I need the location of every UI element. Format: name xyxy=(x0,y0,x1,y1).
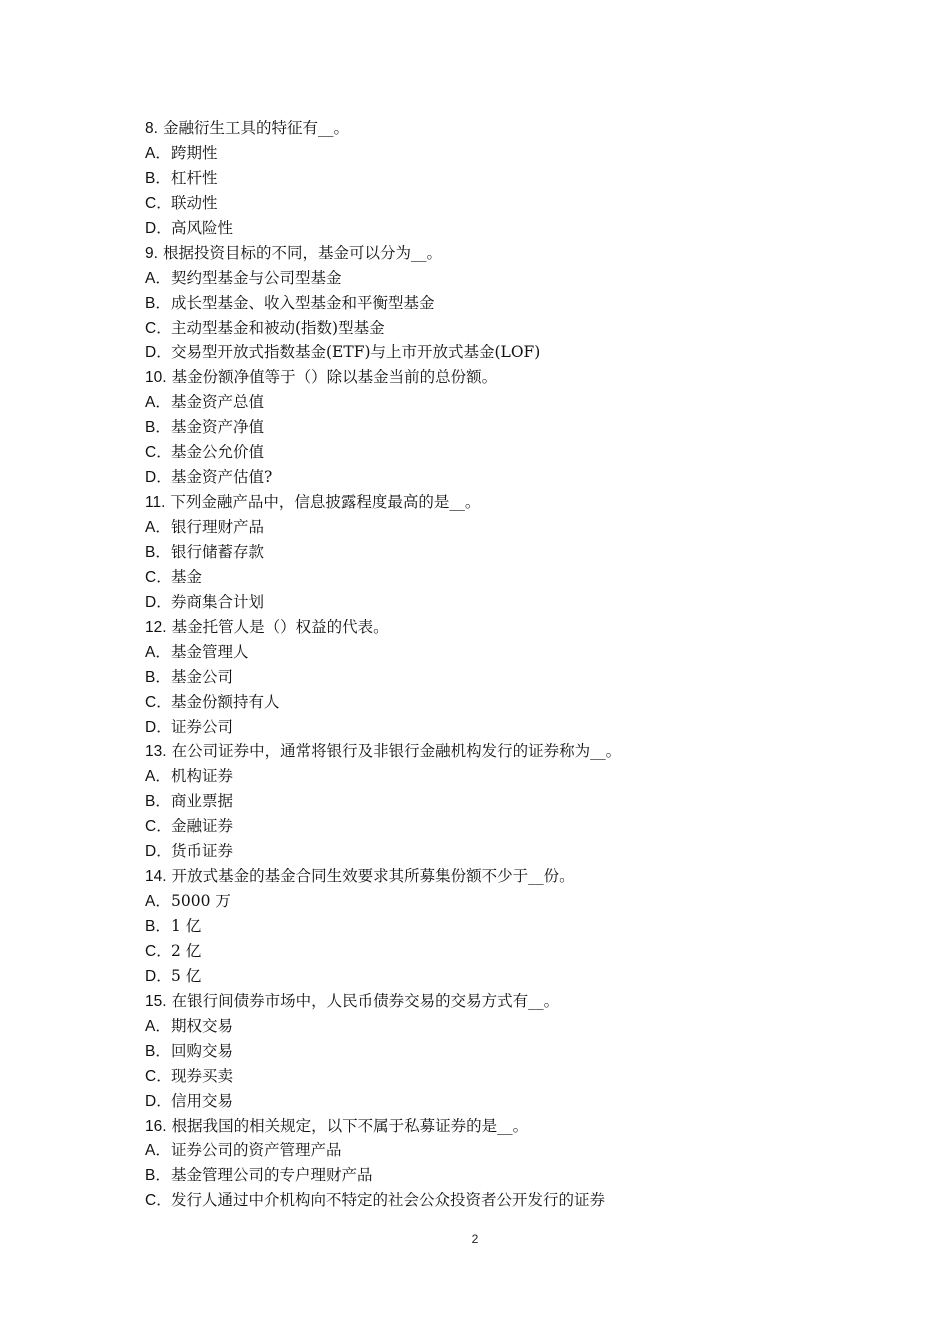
option-label: C． xyxy=(145,568,172,586)
option-label: B． xyxy=(145,918,171,935)
option-line xyxy=(145,191,845,216)
option-label: D． xyxy=(145,843,172,861)
option-line xyxy=(145,914,845,939)
option-text: 基金份额持有人 xyxy=(171,692,280,711)
option-text: 现券买卖 xyxy=(171,1066,234,1085)
option-line xyxy=(145,465,845,490)
question-line xyxy=(145,241,845,266)
option-text: 1 亿 xyxy=(171,917,202,935)
option-text: 成长型基金、收入型基金和平衡型基金 xyxy=(171,293,435,312)
option-text: 基金 xyxy=(171,567,203,586)
option-label: B． xyxy=(145,668,171,686)
option-label: A． xyxy=(145,893,171,911)
question-number: 14. xyxy=(145,868,167,886)
option-text: 主动型基金和被动(指数)型基金 xyxy=(171,318,385,337)
option-line xyxy=(145,1039,845,1064)
option-label: C． xyxy=(145,818,172,836)
question-number: 12. xyxy=(145,618,167,636)
option-text: 银行储蓄存款 xyxy=(171,542,265,561)
option-line xyxy=(145,266,845,291)
option-line xyxy=(145,889,845,914)
option-text: 基金资产总值 xyxy=(171,393,265,412)
question-line xyxy=(145,989,845,1014)
option-line xyxy=(145,390,845,415)
option-line xyxy=(145,839,845,864)
option-text: 银行理财产品 xyxy=(171,518,265,536)
option-text: 商业票据 xyxy=(171,792,234,811)
question-text: 在公司证券中，通常将银行及非银行金融机构发行的证券称为__。 xyxy=(171,742,622,761)
option-text: 证券公司 xyxy=(171,717,234,736)
question-text: 基金份额净值等于（）除以基金当前的总份额。 xyxy=(171,368,498,387)
question-line xyxy=(145,365,845,390)
option-line xyxy=(145,1014,845,1039)
option-text: 契约型基金与公司型基金 xyxy=(171,268,342,287)
option-label: D． xyxy=(145,219,172,237)
option-text: 期权交易 xyxy=(171,1016,234,1035)
option-text: 2 亿 xyxy=(171,941,202,960)
option-text: 5 亿 xyxy=(171,966,202,985)
option-label: A． xyxy=(145,394,171,412)
question-text: 根据我国的相关规定，以下不属于私募证券的是__。 xyxy=(171,1116,529,1135)
option-line xyxy=(145,690,845,715)
option-line xyxy=(145,141,845,166)
option-label: C． xyxy=(145,444,172,462)
option-text: 基金公司 xyxy=(171,667,234,686)
question-line xyxy=(145,490,845,515)
question-text: 下列金融产品中，信息披露程度最高的是__。 xyxy=(170,493,481,512)
option-text: 基金资产净值 xyxy=(171,418,265,437)
option-line xyxy=(145,964,845,989)
question-list xyxy=(145,116,845,1213)
option-line xyxy=(145,340,845,365)
option-line xyxy=(145,1089,845,1114)
option-label: A． xyxy=(145,768,171,786)
question-number: 11. xyxy=(145,494,166,512)
option-label: B． xyxy=(145,419,171,437)
option-text: 发行人通过中介机构向不特定的社会公众投资者公开发行的证券 xyxy=(171,1191,606,1210)
question-number: 8. xyxy=(145,120,158,137)
option-line xyxy=(145,764,845,789)
option-line xyxy=(145,440,845,465)
option-label: A． xyxy=(145,519,171,536)
question-number: 13. xyxy=(145,743,167,761)
option-label: A． xyxy=(145,269,171,287)
option-line xyxy=(145,291,845,316)
option-label: A． xyxy=(145,1142,171,1160)
option-label: B． xyxy=(145,1042,171,1060)
question-line xyxy=(145,739,845,764)
option-text: 基金公允价值 xyxy=(171,443,265,462)
question-line xyxy=(145,864,845,889)
option-label: B． xyxy=(145,169,171,187)
question-text: 金融衍生工具的特征有__。 xyxy=(162,119,349,137)
option-text: 券商集合计划 xyxy=(171,592,265,611)
option-text: 证券公司的资产管理产品 xyxy=(171,1141,342,1160)
option-line xyxy=(145,789,845,814)
option-label: B． xyxy=(145,543,171,561)
option-line xyxy=(145,1163,845,1188)
option-line xyxy=(145,540,845,565)
option-line xyxy=(145,415,845,440)
question-text: 开放式基金的基金合同生效要求其所募集份额不少于__份。 xyxy=(171,867,575,886)
option-label: A． xyxy=(145,643,171,661)
option-label: A． xyxy=(145,144,171,162)
option-line xyxy=(145,640,845,665)
option-text: 基金管理人 xyxy=(171,642,249,661)
question-text: 根据投资目标的不同，基金可以分为__。 xyxy=(162,243,442,262)
option-text: 回购交易 xyxy=(171,1041,234,1060)
option-line xyxy=(145,565,845,590)
option-text: 杠杆性 xyxy=(171,168,218,187)
option-label: A． xyxy=(145,1017,171,1035)
option-label: D． xyxy=(145,1092,172,1110)
question-line xyxy=(145,615,845,640)
option-text: 联动性 xyxy=(171,193,218,212)
option-label: C． xyxy=(145,319,172,337)
option-line xyxy=(145,166,845,191)
option-label: B． xyxy=(145,1167,171,1185)
option-label: C． xyxy=(145,693,172,711)
page-number: 2 xyxy=(471,1232,479,1246)
option-line xyxy=(145,316,845,341)
option-label: D． xyxy=(145,718,172,736)
option-label: C． xyxy=(145,194,172,212)
option-label: B． xyxy=(145,294,171,312)
option-text: 交易型开放式指数基金(ETF)与上市开放式基金(LOF) xyxy=(171,343,541,362)
option-text: 信用交易 xyxy=(171,1091,234,1110)
question-number: 16. xyxy=(145,1117,167,1135)
option-label: C． xyxy=(145,1067,172,1085)
option-line xyxy=(145,1138,845,1163)
option-label: D． xyxy=(145,593,172,611)
option-text: 跨期性 xyxy=(171,143,218,162)
option-text: 基金资产估值? xyxy=(171,468,273,487)
option-line xyxy=(145,814,845,839)
option-text: 5000 万 xyxy=(171,892,231,911)
question-text: 在银行间债券市场中，人民币债券交易的交易方式有__。 xyxy=(171,991,560,1010)
option-line xyxy=(145,939,845,964)
option-label: D． xyxy=(145,469,172,487)
question-number: 10. xyxy=(145,369,167,387)
question-line xyxy=(145,116,845,141)
option-label: C． xyxy=(145,1192,172,1210)
option-label: B． xyxy=(145,793,171,811)
option-text: 基金管理公司的专户理财产品 xyxy=(171,1166,373,1185)
question-text: 基金托管人是（）权益的代表。 xyxy=(171,617,389,636)
option-line xyxy=(145,216,845,241)
question-number: 9. xyxy=(145,244,158,262)
option-line xyxy=(145,590,845,615)
option-label: D． xyxy=(145,344,172,362)
option-line xyxy=(145,1188,845,1213)
option-line xyxy=(145,1064,845,1089)
option-text: 货币证券 xyxy=(171,842,234,861)
option-text: 金融证券 xyxy=(171,817,234,836)
option-line xyxy=(145,665,845,690)
option-text: 高风险性 xyxy=(171,218,234,237)
option-label: C． xyxy=(145,942,172,960)
option-line xyxy=(145,715,845,740)
question-number: 15. xyxy=(145,992,167,1010)
option-label: D． xyxy=(145,967,172,985)
option-text: 机构证券 xyxy=(171,767,234,786)
option-line xyxy=(145,515,845,540)
question-line xyxy=(145,1114,845,1139)
